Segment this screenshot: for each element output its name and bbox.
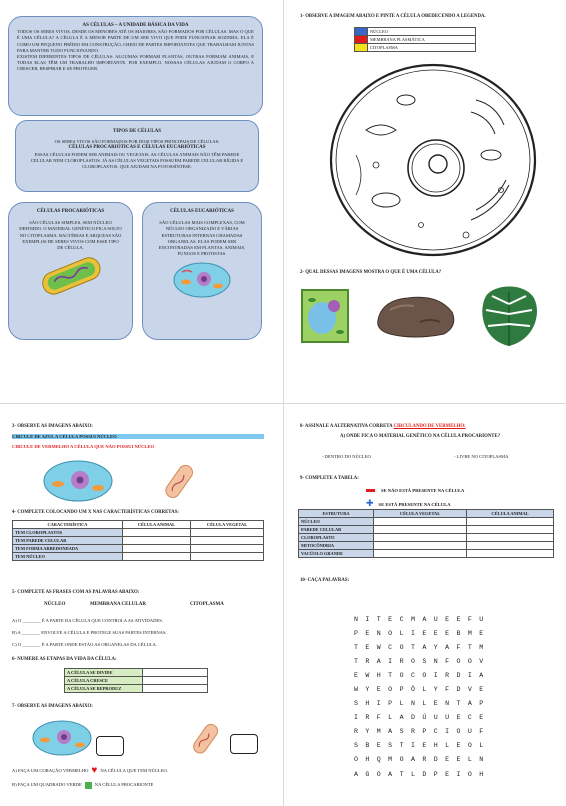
word-search-letter[interactable]: R	[422, 756, 427, 764]
answer-box-2[interactable]	[230, 734, 258, 754]
sentence-a: A) O ________ É A PARTE DA CÉLULA QUE CONTROLA AS ATIVIDADES.	[12, 618, 163, 623]
word-search-letter[interactable]: E	[422, 742, 427, 750]
table-cell-plant[interactable]	[374, 526, 467, 534]
word-search-letter[interactable]: G	[365, 770, 370, 778]
table-cell-plant[interactable]	[191, 537, 264, 545]
word-search-letter[interactable]: E	[456, 742, 461, 750]
word-search-letter[interactable]: C	[410, 671, 415, 679]
stage-number-cell[interactable]	[143, 685, 208, 693]
legend-label: NÚCLEO	[368, 28, 476, 36]
word-search-letter[interactable]: O	[467, 657, 472, 665]
word-search-letter[interactable]: M	[479, 643, 484, 651]
word-search-letter[interactable]: O	[399, 643, 404, 651]
word-search-letter[interactable]: H	[365, 700, 370, 708]
word-search-letter[interactable]: A	[388, 770, 393, 778]
word-search-letter[interactable]: E	[479, 714, 484, 722]
word-search-letter[interactable]: U	[433, 714, 438, 722]
table-cell-plant[interactable]	[374, 534, 467, 542]
table-header: CARACTERÍSTICA	[13, 521, 123, 529]
word-search-letter[interactable]: U	[467, 728, 472, 736]
word-search-letter[interactable]: P	[399, 686, 404, 694]
word-search-letter[interactable]: P	[433, 770, 438, 778]
word-option: NÚCLEO	[44, 602, 66, 607]
word-search-letter[interactable]: S	[354, 700, 358, 708]
exercise-1-title: 1- OBSERVE A IMAGEM ABAIXO E PINTE A CÉLULA OBEDECENDO A LEGENDA.	[300, 14, 486, 19]
table-cell-plant[interactable]	[191, 545, 264, 553]
table-cell-animal[interactable]	[467, 518, 554, 526]
table-row	[299, 534, 554, 542]
word-search-letter[interactable]: R	[365, 657, 370, 665]
word-search-letter[interactable]: H	[433, 742, 438, 750]
intro-paragraph-2: EXISTEM DIFERENTES TIPOS DE CÉLULAS: ALGUMAS FORMAM PLANTAS, OUTRAS FORMAM ANIMAIS, E TODAS ELAS TÊM UM TRABALHO IMPORTANTE. POR EXEMPLO, NOSSAS CÉLULAS AJUDAM O CORPO A CRESCER, RESPIRAR E SE PROTEGER.	[17, 54, 254, 72]
legend-label: MEMBRANA PLASMÁTICA	[368, 36, 476, 44]
table-header: CÉLULA VEGETAL	[374, 510, 467, 518]
exercise-7b-suffix: NA CÉLULA PROCARIONTE	[94, 782, 154, 788]
exercise-2-title: 2- QUAL DESSAS IMAGENS MOSTRA O QUE É UMA CÉLULA?	[300, 270, 442, 275]
table-row	[299, 542, 554, 550]
word-search-letter[interactable]: O	[399, 756, 404, 764]
word-search-letter[interactable]: E	[354, 671, 358, 679]
intro-paragraph-1: TODOS OS SERES VIVOS, DESDE OS MENORES ATÉ OS MAIORES, SÃO FORMADOS POR CÉLULAS. MAS O QUE É UMA CÉLULA? A CÉLULA É A MENOR PARTE DE UM SER VIVO QUE PODE FUNCIONAR SOZINHA. ELA É COMO UM PEQUENO PRÉDIO EM CONSTRUÇÃO, CHEIO DE PARTES IMPORTANTES QUE TRABALHAM JUNTAS PARA MANTER TUDO FUNCIONANDO.	[17, 29, 254, 53]
types-line-2: CÉLULAS PROCARIÓTICAS E CÉLULAS EUCARIÓTICAS	[68, 145, 206, 151]
exercise-7a-prefix: A) FAÇA UM CORAÇÃO VERMELHO	[12, 768, 89, 773]
word-option: MEMBRANA CELULAR	[90, 602, 146, 607]
types-line-1: OS SERES VIVOS SÃO FORMADOS POR DOIS TIPOS PRINCIPAIS DE CÉLULAS:	[54, 139, 220, 145]
table-cell-plant[interactable]	[374, 550, 467, 558]
answer-box-1[interactable]	[96, 736, 124, 756]
word-search-letter[interactable]: D	[456, 671, 461, 679]
word-search-letter[interactable]: L	[399, 700, 404, 708]
word-search-letter[interactable]: T	[388, 671, 393, 679]
exercise-10-title: 10- CAÇA PALAVRAS:	[300, 578, 350, 583]
word-search-letter[interactable]: N	[376, 629, 381, 637]
word-search-letter[interactable]: A	[388, 728, 393, 736]
table-cell-animal[interactable]	[122, 529, 190, 537]
word-search-letter[interactable]: Y	[433, 643, 438, 651]
word-option: CITOPLASMA	[190, 602, 224, 607]
table-row	[13, 537, 264, 545]
word-search-letter[interactable]: T	[376, 615, 381, 623]
word-search-letter[interactable]: T	[399, 770, 404, 778]
minus-icon	[366, 489, 375, 492]
stage-row	[65, 685, 208, 693]
word-search-letter[interactable]: R	[354, 728, 358, 736]
word-search-letter[interactable]: Ô	[410, 686, 415, 694]
word-search-row[interactable]	[354, 767, 491, 781]
word-search-row[interactable]	[354, 626, 491, 640]
word-search-letter[interactable]: Y	[365, 728, 370, 736]
word-search-letter[interactable]: E	[365, 629, 370, 637]
word-search-letter[interactable]: Y	[433, 686, 438, 694]
word-search-letter[interactable]: N	[433, 657, 438, 665]
word-search-letter[interactable]: Y	[365, 686, 370, 694]
table-cell-plant[interactable]	[374, 518, 467, 526]
table-header: CÉLULA ANIMAL	[122, 521, 190, 529]
exercise-7b	[12, 782, 153, 789]
table-row	[299, 518, 554, 526]
legend-swatch-yellow	[355, 44, 368, 52]
table-cell-animal[interactable]	[122, 545, 190, 553]
word-search-row[interactable]	[354, 668, 491, 682]
table-cell-label: TEM PAREDE CELULAR	[13, 537, 123, 545]
word-search-letter[interactable]: I	[445, 728, 450, 736]
types-box	[15, 120, 259, 192]
word-search-letter[interactable]: P	[479, 700, 484, 708]
word-search-letter[interactable]: D	[422, 770, 427, 778]
table-cell-animal[interactable]	[467, 542, 554, 550]
word-search-letter[interactable]: F	[445, 657, 450, 665]
word-search-letter[interactable]: A	[422, 643, 427, 651]
word-search-letter[interactable]: T	[399, 742, 404, 750]
exercise-9-title: 9- COMPLETE A TABELA:	[300, 476, 359, 481]
exercise-5-title: 5- COMPLETE AS FRASES COM AS PALAVRAS ABAIXO:	[12, 590, 140, 595]
table-cell-label: TEM CLOROPLASTOS	[13, 529, 123, 537]
word-search-letter[interactable]: L	[422, 700, 427, 708]
table-header: ESTRUTURA	[299, 510, 374, 518]
word-search-letter[interactable]: N	[445, 700, 450, 708]
word-search-letter[interactable]: D	[433, 756, 438, 764]
word-search-letter[interactable]: C	[433, 728, 438, 736]
table-cell-animal[interactable]	[467, 550, 554, 558]
word-search-letter[interactable]: T	[456, 700, 461, 708]
word-search-letter[interactable]: O	[456, 657, 461, 665]
stage-row	[65, 677, 208, 685]
word-search-letter[interactable]: A	[399, 714, 404, 722]
word-search-letter[interactable]: D	[410, 714, 415, 722]
word-search-letter[interactable]: O	[456, 728, 461, 736]
word-search-letter[interactable]: L	[410, 770, 415, 778]
word-search-letter[interactable]: R	[365, 714, 370, 722]
word-search-letter[interactable]: T	[354, 657, 358, 665]
stage-row	[65, 669, 208, 677]
prokaryote-box	[8, 202, 133, 340]
table-cell-animal[interactable]	[122, 537, 190, 545]
stage-label: A CÉLULA SE REPRODUZ	[65, 685, 143, 693]
eukaryote-title: CÉLULAS EUCARIÓTICAS	[170, 209, 234, 214]
word-search-letter[interactable]: F	[467, 615, 472, 623]
eukaryote-text: SÃO CÉLULAS MAIS COMPLEXAS, COM NÚCLEO ORGANIZADO E VÁRIAS ESTRUTURAS INTERNAS CHAMADAS ORGANELAS. ELAS PODEM SER ENCONTRADAS EM PLANTAS, ANIMAIS, FUNGOS E PROTISTAS.	[158, 220, 246, 257]
word-search-letter[interactable]: E	[445, 615, 450, 623]
word-search-letter[interactable]: E	[433, 700, 438, 708]
plus-icon: ✚	[366, 499, 374, 509]
table-cell-label: TEM NÚCLEO	[13, 553, 123, 561]
word-search-letter[interactable]: C	[467, 714, 472, 722]
word-search-letter[interactable]: N	[354, 615, 358, 623]
exercise-6-title: 6- NUMERE AS ETAPAS DA VIDA DA CÉLULA:	[12, 657, 117, 662]
word-search-letter[interactable]: E	[365, 643, 370, 651]
word-search-letter[interactable]: I	[467, 671, 472, 679]
word-search-letter[interactable]: B	[456, 629, 461, 637]
word-search-letter[interactable]: L	[422, 686, 427, 694]
exercise-7a-suffix: NA CÉLULA QUE TEM NÚCLEO.	[100, 768, 169, 773]
characteristics-table	[12, 520, 264, 561]
exercise-8-title	[300, 424, 466, 429]
word-search-letter[interactable]: F	[456, 643, 461, 651]
stage-label: A CÉLULA CRESCE	[65, 677, 143, 685]
word-search-letter[interactable]: N	[410, 700, 415, 708]
word-search-letter[interactable]: E	[445, 756, 450, 764]
table-cell-animal[interactable]	[467, 534, 554, 542]
table-row	[13, 553, 264, 561]
word-search-letter[interactable]: L	[467, 756, 472, 764]
word-search-letter[interactable]: U	[445, 714, 450, 722]
word-search-letter[interactable]: T	[467, 643, 472, 651]
word-search-row[interactable]	[354, 697, 491, 711]
word-search-letter[interactable]: I	[410, 742, 415, 750]
word-search-letter[interactable]: E	[376, 742, 381, 750]
word-search-letter[interactable]: C	[388, 643, 393, 651]
legend-plus-label: SE ESTÁ PRESENTE NA CÉLULA	[378, 501, 451, 507]
word-search-letter[interactable]: I	[354, 714, 358, 722]
bacteria-illustration	[35, 255, 107, 295]
option-free-cytoplasm[interactable]: - LIVRE NO CITOPLASMA	[454, 454, 509, 459]
word-search-letter[interactable]: P	[388, 700, 393, 708]
word-search-letter[interactable]: E	[479, 629, 484, 637]
sentence-b: B) A ________ ENVOLVE A CÉLULA E PROTEGE SUAS PARTES INTERNAS.	[12, 630, 167, 635]
green-square-icon	[85, 782, 92, 789]
word-search-letter[interactable]: A	[467, 700, 472, 708]
stages-table	[64, 668, 208, 693]
types-paragraph: ESSAS CÉLULAS PODEM SER ANIMAIS OU VEGETAIS. AS CÉLULAS ANIMAIS NÃO TÊM PAREDE CELULAR NEM CLOROPLASTOS. JÁ AS CÉLULAS VEGETAIS POSSUEM PAREDE CELULAR RÍGIDA E CLOROPLASTOS, QUE AJUDAM NA FOTOSSÍNTESE.	[30, 151, 244, 170]
table-row	[299, 526, 554, 534]
word-search-letter[interactable]: R	[445, 671, 450, 679]
intro-box	[8, 16, 263, 116]
word-search-letter[interactable]: I	[365, 615, 370, 623]
word-search-letter[interactable]: O	[354, 756, 358, 764]
word-search-letter[interactable]: O	[388, 686, 393, 694]
word-search-letter[interactable]: I	[376, 700, 381, 708]
word-search-letter[interactable]: A	[354, 770, 358, 778]
word-search-letter[interactable]: S	[354, 742, 358, 750]
word-search-letter[interactable]: U	[479, 615, 484, 623]
word-search-letter[interactable]: S	[422, 657, 427, 665]
word-search-letter[interactable]: N	[479, 756, 484, 764]
word-search-letter[interactable]: E	[445, 770, 450, 778]
word-search-letter[interactable]: R	[399, 657, 404, 665]
word-search-letter[interactable]: E	[456, 714, 461, 722]
table-cell-animal[interactable]	[122, 553, 190, 561]
word-search-letter[interactable]: A	[479, 671, 484, 679]
word-search-row[interactable]	[354, 725, 491, 739]
stage-number-cell[interactable]	[143, 669, 208, 677]
word-search-letter[interactable]: M	[388, 756, 393, 764]
option-inside-nucleus[interactable]: - DENTRO DO NÚCLEO	[322, 454, 371, 459]
legend-row	[355, 44, 476, 52]
word-search-letter[interactable]: S	[388, 742, 393, 750]
word-search-letter[interactable]: W	[376, 643, 381, 651]
word-search-letter[interactable]: C	[399, 615, 404, 623]
table-row	[13, 545, 264, 553]
animal-cell-image-2[interactable]	[30, 718, 94, 758]
word-search-letter[interactable]: A	[422, 615, 427, 623]
word-search-row[interactable]	[354, 682, 491, 696]
table-header: CÉLULA VEGETAL	[191, 521, 264, 529]
table-header-row	[299, 510, 554, 518]
exercise-7b-prefix: B) FAÇA UM QUADRADO VERDE	[12, 782, 82, 788]
word-search-letter[interactable]: M	[410, 615, 415, 623]
word-search-letter[interactable]: O	[422, 671, 427, 679]
word-search-letter[interactable]: I	[388, 657, 393, 665]
word-search-letter[interactable]: O	[467, 742, 472, 750]
types-title: TIPOS DE CÉLULAS	[112, 129, 162, 134]
word-search-letter[interactable]: O	[399, 671, 404, 679]
word-search-letter[interactable]: T	[354, 643, 358, 651]
leaf-option[interactable]	[476, 280, 542, 350]
quadrant-exercises-3-7	[0, 406, 280, 806]
word-search-letter[interactable]: I	[410, 629, 415, 637]
stage-label: A CÉLULA SE DIVIDE	[65, 669, 143, 677]
word-search-letter[interactable]: V	[479, 657, 484, 665]
exercise-3-title: 3- OBSERVE AS IMAGENS ABAIXO:	[12, 424, 93, 429]
word-search-letter[interactable]: O	[376, 770, 381, 778]
structures-table	[298, 509, 554, 558]
word-search-letter[interactable]: O	[410, 657, 415, 665]
legend-minus-label: SE NÃO ESTÁ PRESENTE NA CÉLULA	[381, 488, 465, 493]
table-row	[13, 529, 264, 537]
word-search-letter[interactable]: L	[388, 714, 393, 722]
table-cell-animal[interactable]	[467, 526, 554, 534]
legend-minus	[366, 488, 464, 493]
word-search-letter[interactable]: E	[376, 686, 381, 694]
stage-number-cell[interactable]	[143, 677, 208, 685]
table-header: CÉLULA ANIMAL	[467, 510, 554, 518]
word-search-letter[interactable]: E	[456, 756, 461, 764]
exercise-7a	[12, 765, 169, 776]
heart-icon: ♥	[91, 765, 98, 776]
instruction-blue: CIRCULE DE AZUL A CÉLULA POSSUI NÚCLEO	[12, 434, 264, 439]
word-search-letter[interactable]: V	[467, 686, 472, 694]
word-search-letter[interactable]: E	[479, 686, 484, 694]
bacteria-image-2[interactable]	[188, 718, 224, 760]
word-search-letter[interactable]: F	[445, 686, 450, 694]
word-search-row[interactable]	[354, 739, 491, 753]
word-search-letter[interactable]: B	[365, 742, 370, 750]
exercise-8-prefix: 8- ASSINALE A ALTERNATIVA CORRETA	[300, 424, 393, 429]
word-search-letter[interactable]: E	[445, 629, 450, 637]
word-search-letter[interactable]: M	[376, 728, 381, 736]
word-search-letter[interactable]: O	[467, 770, 472, 778]
table-cell-label: PAREDE CELULAR	[299, 526, 374, 534]
word-search-letter[interactable]: R	[410, 728, 415, 736]
word-search-letter[interactable]: Q	[376, 756, 381, 764]
word-search-row[interactable]	[354, 640, 491, 654]
legend-swatch-red	[355, 36, 368, 44]
prokaryote-text: SÃO CÉLULAS SIMPLES, SEM NÚCLEO DEFINIDO. O MATERIAL GENÉTICO FICA SOLTO NO CITOPLASMA. BACTÉRIAS E ARQUEAS SÃO EXEMPLOS DE SERES VIVOS COM ESSE TIPO DE CÉLULA.	[19, 220, 122, 251]
table-cell-label: MITOCÔNDRIA	[299, 542, 374, 550]
legend-row	[355, 28, 476, 36]
legend-row	[355, 36, 476, 44]
prokaryote-title: CÉLULAS PROCARIÓTICAS	[36, 209, 105, 214]
word-search-letter[interactable]: F	[479, 728, 484, 736]
table-header-row	[13, 521, 264, 529]
word-search-letter[interactable]: I	[433, 671, 438, 679]
table-cell-label: TEM FORMA ARREDONDADA	[13, 545, 123, 553]
word-search-letter[interactable]: S	[399, 728, 404, 736]
table-cell-plant[interactable]	[374, 542, 467, 550]
rock-option[interactable]	[370, 290, 460, 340]
word-search-letter[interactable]: E	[388, 615, 393, 623]
word-search-letter[interactable]: F	[376, 714, 381, 722]
table-cell-label: VACÚOLO GRANDE	[299, 550, 374, 558]
word-search-letter[interactable]: W	[365, 671, 370, 679]
cell-coloring-diagram[interactable]	[326, 60, 540, 260]
word-search-letter[interactable]: A	[445, 643, 450, 651]
table-cell-plant[interactable]	[191, 553, 264, 561]
table-cell-plant[interactable]	[191, 529, 264, 537]
exercise-8-question: A) ONDE FICA O MATERIAL GENÉTICO NA CÉLULA PROCARIONTE?	[340, 434, 501, 439]
word-search-letter[interactable]: H	[365, 756, 370, 764]
word-search-letter[interactable]: Ú	[422, 714, 427, 722]
table-cell-label: CLOROPLASTO	[299, 534, 374, 542]
exercise-4-title: 4- COMPLETE COLOCANDO UM X NAS CARACTERÍSTICAS CORRETAS:	[12, 510, 179, 515]
exercise-7-title: 7- OBSERVE AS IMAGENS ABAIXO:	[12, 704, 93, 709]
word-search-row[interactable]	[354, 612, 491, 626]
bacteria-image[interactable]	[160, 460, 200, 504]
word-search-letter[interactable]: T	[410, 643, 415, 651]
word-search-letter[interactable]: A	[410, 756, 415, 764]
eukaryote-box	[142, 202, 262, 340]
word-search-letter[interactable]: P	[354, 629, 358, 637]
word-search-letter[interactable]: E	[422, 629, 427, 637]
word-search-letter[interactable]: L	[445, 742, 450, 750]
word-search-letter[interactable]: L	[399, 629, 404, 637]
plant-cell-option[interactable]	[300, 288, 350, 344]
instruction-red: CIRCULE DE VERMELHO A CÉLULA QUE NÃO POSSUI NÚCLEO	[12, 444, 155, 449]
animal-cell-illustration	[170, 260, 234, 300]
word-search-letter[interactable]: D	[456, 686, 461, 694]
word-search-letter[interactable]: L	[479, 742, 484, 750]
exercise-8-highlight: CIRCULANDO DE VERMELHO:	[393, 424, 466, 429]
word-search-letter[interactable]: E	[433, 629, 438, 637]
word-search-letter[interactable]: H	[479, 770, 484, 778]
word-search-letter[interactable]: H	[376, 671, 381, 679]
word-search-row[interactable]	[354, 753, 491, 767]
legend-label: CITOPLASMA	[368, 44, 476, 52]
word-search-letter[interactable]: E	[456, 615, 461, 623]
intro-title: AS CÉLULAS – A UNIDADE BÁSICA DA VIDA	[82, 23, 189, 28]
color-legend	[354, 27, 476, 52]
word-search-letter[interactable]: O	[388, 629, 393, 637]
table-cell-label: NÚCLEO	[299, 518, 374, 526]
word-search-letter[interactable]: W	[354, 686, 358, 694]
animal-cell-image[interactable]	[40, 458, 116, 504]
word-search-letter[interactable]: M	[467, 629, 472, 637]
word-search-row[interactable]	[354, 711, 491, 725]
quadrant-cell-diagram	[286, 0, 566, 400]
word-search-letter[interactable]: U	[433, 615, 438, 623]
horizontal-divider	[0, 403, 566, 404]
legend-swatch-blue	[355, 28, 368, 36]
legend-plus	[366, 499, 451, 509]
word-search-letter[interactable]: A	[376, 657, 381, 665]
word-search-letter[interactable]: P	[422, 728, 427, 736]
quadrant-intro	[0, 0, 280, 400]
sentence-c: C) O ________ É A PARTE ONDE ESTÃO AS ORGANELAS DA CÉLULA.	[12, 642, 158, 647]
word-search-row[interactable]	[354, 654, 491, 668]
word-search-letter[interactable]: I	[456, 770, 461, 778]
table-row	[299, 550, 554, 558]
word-search-grid[interactable]	[354, 612, 491, 781]
